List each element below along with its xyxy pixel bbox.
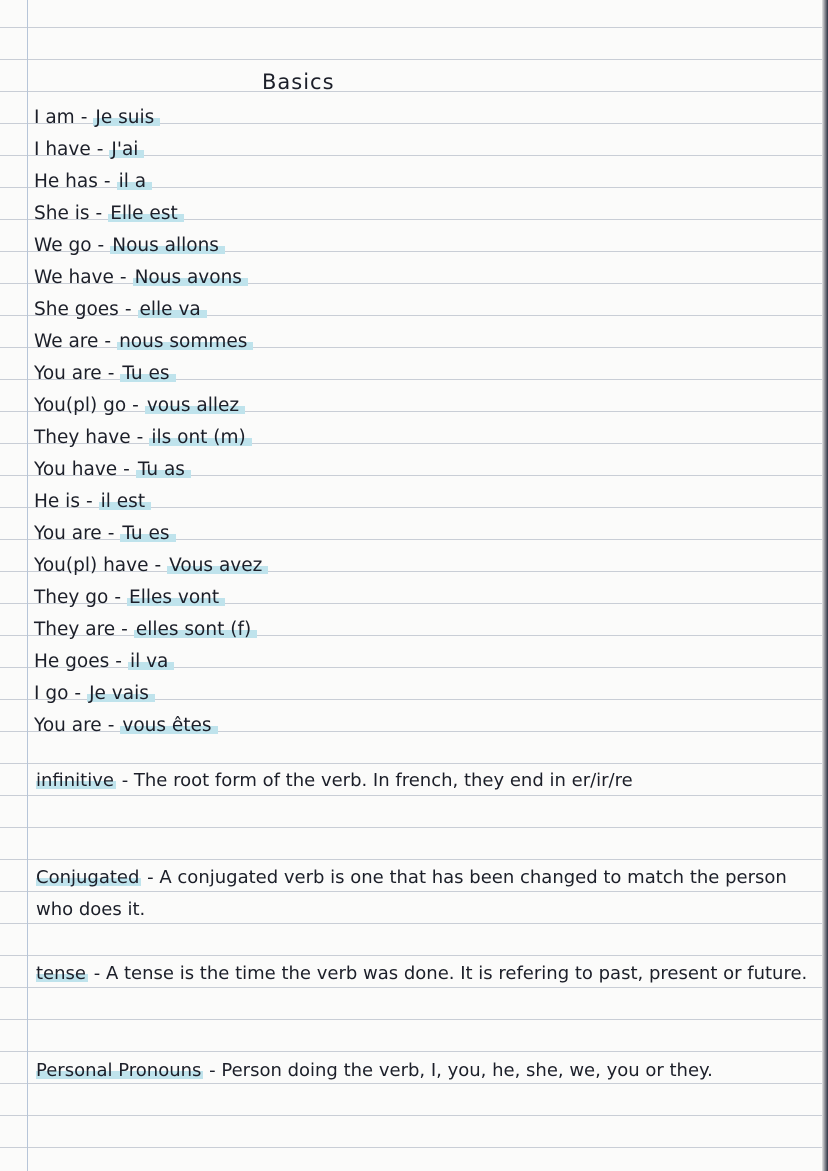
english-phrase: You are <box>34 523 102 544</box>
french-translation: elle va <box>138 299 207 320</box>
vocab-row: I go - Je vais <box>34 678 268 710</box>
margin-line <box>27 0 28 1171</box>
definition-text: A conjugated verb is one that has been changed to match the person who does it. <box>36 867 787 920</box>
vocab-row: I have - J'ai <box>34 134 268 166</box>
french-translation: Tu es <box>120 523 175 544</box>
french-translation: Elles vont <box>127 587 225 608</box>
definition-term: tense <box>36 963 86 984</box>
vocab-row: You are - vous êtes <box>34 710 268 742</box>
definition-text: The root form of the verb. In french, they end in er/ir/re <box>133 770 633 791</box>
vocab-row: They go - Elles vont <box>34 582 268 614</box>
english-phrase: They go <box>34 587 109 608</box>
french-translation: vous êtes <box>120 715 217 736</box>
vocab-row: We are - nous sommes <box>34 326 268 358</box>
french-translation: J'ai <box>109 139 144 160</box>
french-translation: Nous avons <box>133 267 248 288</box>
vocab-row: He is - il est <box>34 486 268 518</box>
english-phrase: We go <box>34 235 92 256</box>
english-phrase: He goes <box>34 651 110 672</box>
vocab-row: I am - Je suis <box>34 102 268 134</box>
definition-text: Person doing the verb, I, you, he, she, we, you or they. <box>221 1060 713 1081</box>
page-edge <box>822 0 828 1171</box>
french-translation: Vous avez <box>167 555 268 576</box>
definition-personal-pronouns: Personal Pronouns - Person doing the verb, I, you, he, she, we, you or they. <box>36 1060 713 1081</box>
definition-infinitive: infinitive - The root form of the verb. In french, they end in er/ir/re <box>36 770 633 791</box>
english-phrase: You(pl) go <box>34 395 127 416</box>
vocab-row: We have - Nous avons <box>34 262 268 294</box>
vocab-row: You(pl) go - vous allez <box>34 390 268 422</box>
french-translation: ils ont (m) <box>149 427 251 448</box>
french-translation: vous allez <box>145 395 245 416</box>
french-translation: Elle est <box>108 203 184 224</box>
french-translation: nous sommes <box>117 331 253 352</box>
english-phrase: I go <box>34 683 69 704</box>
vocab-row: They are - elles sont (f) <box>34 614 268 646</box>
english-phrase: You are <box>34 715 102 736</box>
english-phrase: He is <box>34 491 80 512</box>
english-phrase: You have <box>34 459 118 480</box>
definition-term: Personal Pronouns <box>36 1060 202 1081</box>
french-translation: Tu es <box>120 363 175 384</box>
english-phrase: I am <box>34 107 75 128</box>
english-phrase: I have <box>34 139 91 160</box>
english-phrase: She is <box>34 203 90 224</box>
definition-conjugated: Conjugated - A conjugated verb is one that has been changed to match the person who does it. <box>36 867 787 920</box>
english-phrase: You are <box>34 363 102 384</box>
english-phrase: He has <box>34 171 98 192</box>
vocab-row: She goes - elle va <box>34 294 268 326</box>
definition-term: infinitive <box>36 770 114 791</box>
vocab-row: You have - Tu as <box>34 454 268 486</box>
definition-term: Conjugated <box>36 867 140 888</box>
french-translation: Tu as <box>136 459 191 480</box>
vocab-row: You are - Tu es <box>34 358 268 390</box>
vocab-row: He has - il a <box>34 166 268 198</box>
vocab-row: She is - Elle est <box>34 198 268 230</box>
english-phrase: You(pl) have <box>34 555 149 576</box>
french-translation: Je vais <box>87 683 155 704</box>
french-translation: il va <box>128 651 174 672</box>
french-translation: Nous allons <box>110 235 225 256</box>
french-translation: il est <box>99 491 151 512</box>
vocab-row: He goes - il va <box>34 646 268 678</box>
vocab-list <box>34 102 268 742</box>
vocab-row: You(pl) have - Vous avez <box>34 550 268 582</box>
page-title: Basics <box>262 70 335 94</box>
vocab-row: You are - Tu es <box>34 518 268 550</box>
french-translation: Je suis <box>93 107 160 128</box>
vocab-row: They have - ils ont (m) <box>34 422 268 454</box>
english-phrase: She goes <box>34 299 119 320</box>
english-phrase: They are <box>34 619 116 640</box>
definition-text: A tense is the time the verb was done. It is refering to past, present or future. <box>105 963 808 984</box>
english-phrase: We are <box>34 331 99 352</box>
english-phrase: We have <box>34 267 114 288</box>
vocab-row: We go - Nous allons <box>34 230 268 262</box>
french-translation: elles sont (f) <box>134 619 257 640</box>
english-phrase: They have <box>34 427 131 448</box>
definition-tense: tense - A tense is the time the verb was done. It is refering to past, present or future. <box>36 963 808 984</box>
french-translation: il a <box>117 171 153 192</box>
